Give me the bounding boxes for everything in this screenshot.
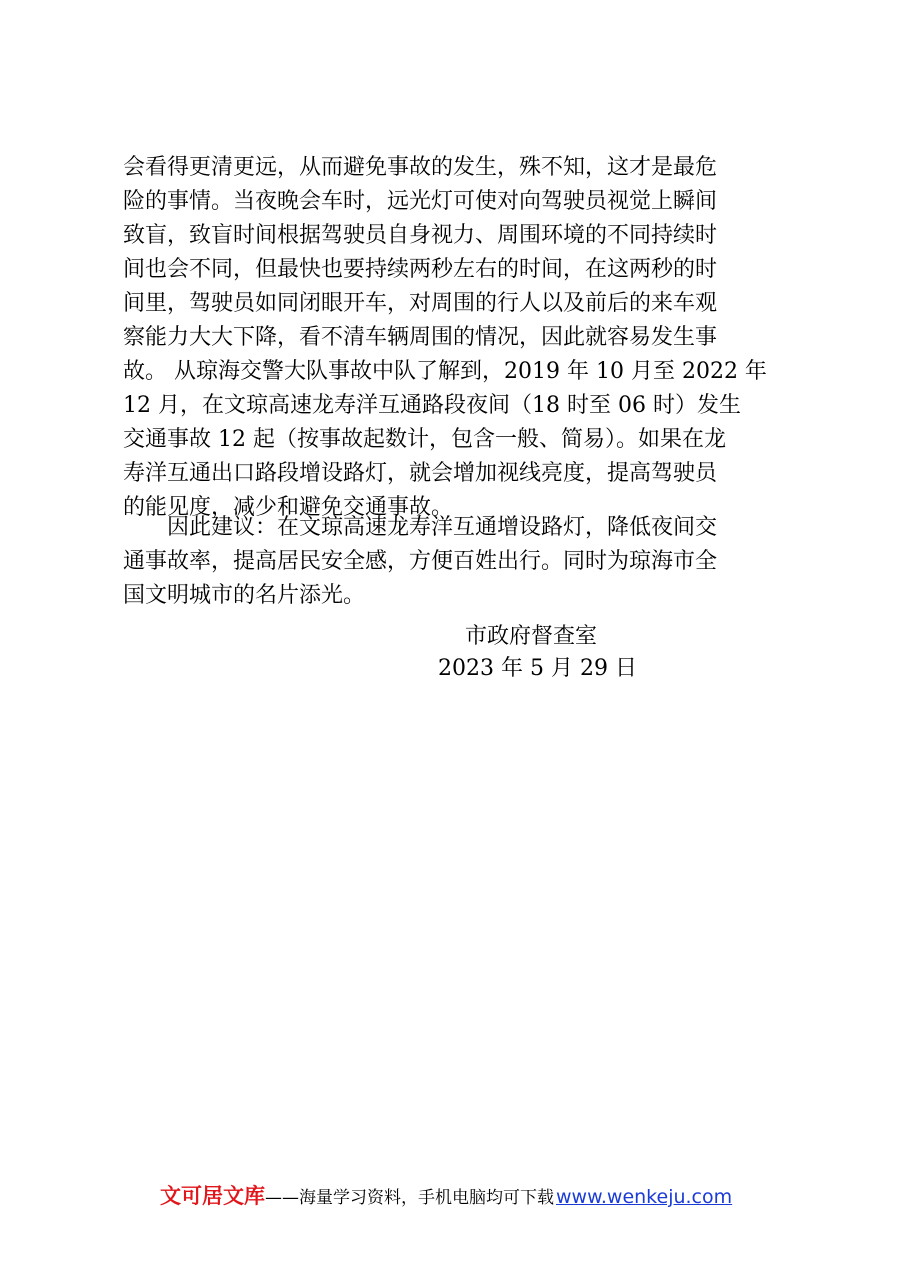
paragraph-line: 因此建议：在文琼高速龙寿洋互通增设路灯，降低夜间交 <box>167 515 718 540</box>
paragraph-line: 察能力大大下降，看不清车辆周围的情况，因此就容易发生事 <box>123 325 718 350</box>
signature-organization: 市政府督查室 <box>465 624 598 649</box>
paragraph-line: 间也会不同，但最快也要持续两秒左右的时间，在这两秒的时 <box>123 257 718 282</box>
paragraph-line: 12 月，在文琼高速龙寿洋互通路段夜间（18 时至 06 时）发生 <box>123 393 741 418</box>
body-paragraph-1 <box>123 151 803 525</box>
paragraph-line: 险的事情。当夜晚会车时，远光灯可使对向驾驶员视觉上瞬间 <box>123 189 718 214</box>
paragraph-line: 的能见度，减少和避免交通事故。 <box>123 495 454 520</box>
paragraph-line: 会看得更清更远，从而避免事故的发生，殊不知，这才是最危 <box>123 155 718 180</box>
paragraph-line: 交通事故 12 起（按事故起数计，包含一般、简易）。如果在龙 <box>123 427 726 452</box>
paragraph-line: 寿洋互通出口路段增设路灯，就会增加视线亮度，提高驾驶员 <box>123 461 718 486</box>
paragraph-line: 间里，驾驶员如同闭眼开车，对周围的行人以及前后的来车观 <box>123 291 718 316</box>
paragraph-line: 致盲，致盲时间根据驾驶员自身视力、周围环境的不同持续时 <box>123 223 718 248</box>
footer-brand: 文可居文库 <box>160 1184 265 1208</box>
body-paragraph-2 <box>123 511 803 613</box>
footer-website-link[interactable]: www.wenkeju.com <box>556 1186 733 1208</box>
paragraph-line: 通事故率，提高居民安全感，方便百姓出行。同时为琼海市全 <box>123 549 718 574</box>
footer-banner <box>160 1181 732 1211</box>
footer-tagline: ——海量学习资料，手机电脑均可下载 <box>265 1188 554 1208</box>
paragraph-line: 故。 从琼海交警大队事故中队了解到，2019 年 10 月至 2022 年 <box>123 359 767 384</box>
signature-date: 2023 年 5 月 29 日 <box>438 656 637 681</box>
paragraph-line: 国文明城市的名片添光。 <box>123 583 366 608</box>
